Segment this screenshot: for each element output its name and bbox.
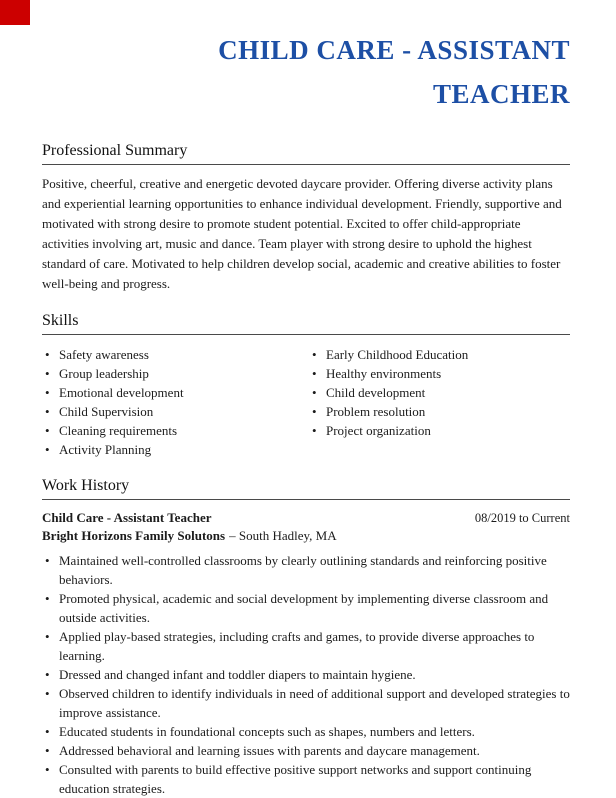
resume-title-line1: CHILD CARE - ASSISTANT: [218, 35, 570, 65]
red-corner-marker: [0, 0, 30, 25]
skill-item: • Activity Planning: [42, 440, 309, 459]
professional-summary-heading: Professional Summary: [42, 142, 570, 165]
section-skills: [42, 312, 570, 459]
work-bullet: • Maintained well-controlled classrooms by clearly outlining standards and reinforcing positive behaviors.: [42, 551, 570, 589]
skill-item: • Child development: [309, 383, 570, 402]
skills-column-left: [42, 345, 309, 459]
skill-item: • Cleaning requirements: [42, 421, 309, 440]
job-dates: 08/2019 to Current: [474, 511, 570, 525]
skills-heading: Skills: [42, 312, 570, 335]
skill-item: • Problem resolution: [309, 402, 570, 421]
work-history-heading: Work History: [42, 477, 570, 500]
company-name: Bright Horizons Family Solutons: [42, 528, 226, 543]
work-bullet: • Educated students in foundational concepts such as shapes, numbers and letters.: [42, 722, 570, 741]
section-work-history: [42, 477, 570, 798]
professional-summary-paragraph: Positive, cheerful, creative and energetic devoted daycare provider. Offering diverse activity plans and experiential learning opportunities to enhance individual development. Friendly, supportive and motivated with strong desire to promote student potential. Excited to offer child-appropriate activities involving art, music and dance. Team player with strong desire to uphold the highest standard of care. Motivated to help children develop social, academic and creative abilities to foster well-being and progress.: [42, 176, 562, 291]
resume-title-block: [42, 28, 570, 116]
skill-item: • Project organization: [309, 421, 570, 440]
work-bullet-list: [42, 551, 570, 798]
skill-item: • Safety awareness: [42, 345, 309, 364]
job-location: – South Hadley, MA: [229, 528, 337, 543]
skills-column-right: [309, 345, 570, 459]
work-bullet: • Consulted with parents to build effective positive support networks and support continuing education strategies.: [42, 760, 570, 798]
work-bullet: • Promoted physical, academic and social development by implementing diverse classroom and outside activities.: [42, 589, 570, 627]
job-title: Child Care - Assistant Teacher: [42, 510, 212, 525]
work-bullet: • Applied play-based strategies, including crafts and games, to provide diverse approaches to learning.: [42, 627, 570, 665]
section-professional-summary: [42, 142, 570, 294]
skill-item: • Emotional development: [42, 383, 309, 402]
job-header-row: [42, 510, 570, 526]
resume-title-line2: TEACHER: [432, 79, 570, 109]
work-bullet: • Observed children to identify individuals in need of additional support and developed strategies to improve assistance.: [42, 684, 570, 722]
work-bullet: • Addressed behavioral and learning issues with parents and daycare management.: [42, 741, 570, 760]
skill-item: • Child Supervision: [42, 402, 309, 421]
work-bullet: • Dressed and changed infant and toddler diapers to maintain hygiene.: [42, 665, 570, 684]
company-line: [42, 528, 570, 544]
skill-item: • Group leadership: [42, 364, 309, 383]
skill-item: • Healthy environments: [309, 364, 570, 383]
skills-columns: [42, 345, 570, 459]
skill-item: • Early Childhood Education: [309, 345, 570, 364]
